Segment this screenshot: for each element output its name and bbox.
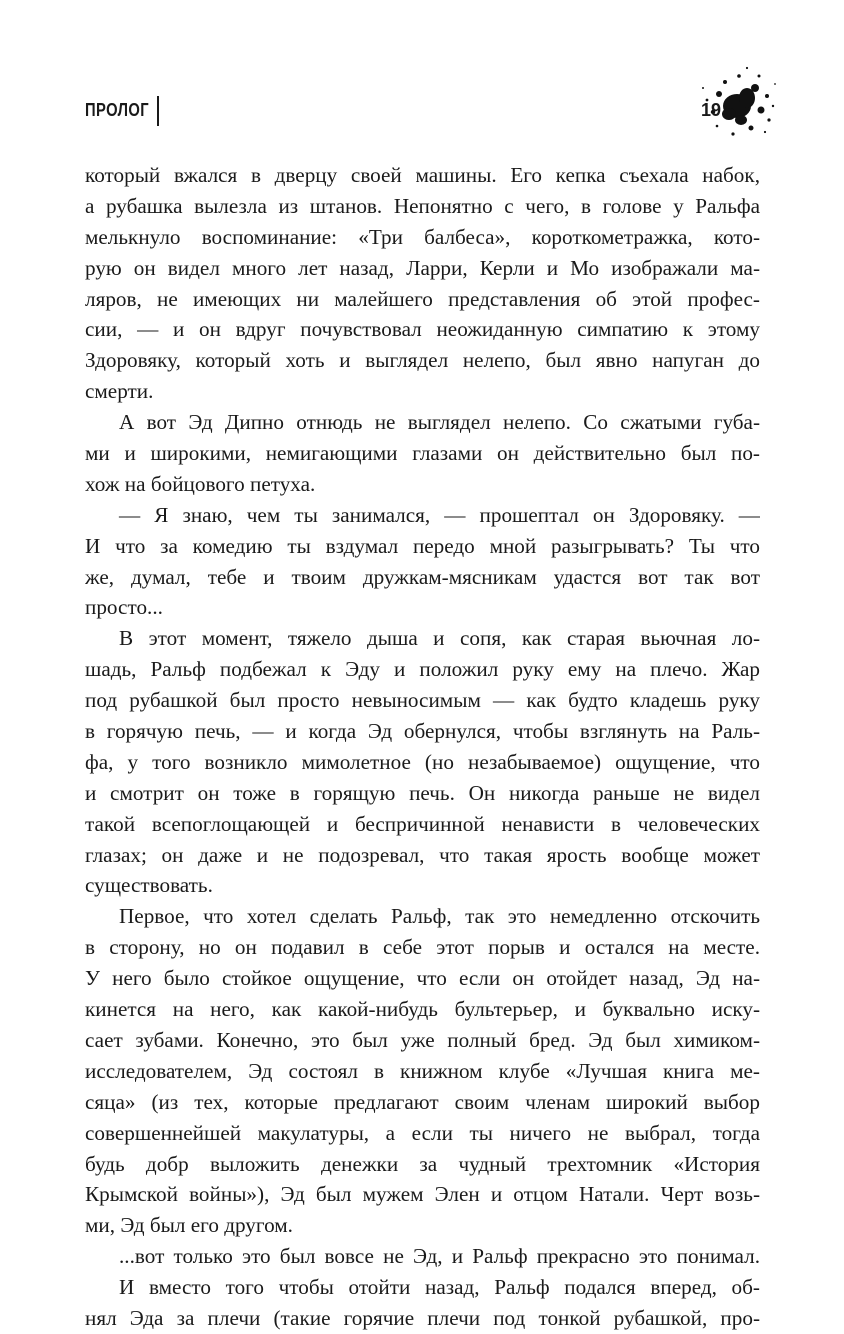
text-line: И что за комедию ты вздумал передо мной разыгрывать? Ты что	[85, 533, 760, 558]
text-line: Крымской войны»), Эд был мужем Элен и отцом Натали. Черт возь-	[85, 1182, 760, 1207]
text-line: который вжался в дверцу своей машины. Его кепка съехала набок,	[85, 163, 760, 187]
text-line: сии, — и он вдруг почувствовал неожиданную симпатию к этому	[85, 317, 760, 342]
text-line: шадь, Ральф подбежал к Эду и положил руку ему на плечо. Жар	[85, 657, 760, 682]
body-text	[85, 160, 760, 1334]
text-line: ми, Эд был его другом.	[85, 1213, 293, 1238]
text-line: У него было стойкое ощущение, что если он отойдет назад, Эд на-	[85, 966, 760, 991]
text-line: в сторону, но он подавил в себе этот порыв и остался на месте.	[85, 935, 760, 960]
text-line: ...вот только это был вовсе не Эд, и Ральф прекрасно это понимал.	[119, 1244, 760, 1269]
text-line: И вместо того чтобы отойти назад, Ральф подался вперед, об-	[119, 1275, 760, 1300]
text-line: — Я знаю, чем ты занимался, — прошептал он Здоровяку. —	[119, 502, 760, 527]
text-line: под рубашкой был просто невыносимым — как будто кладешь руку	[85, 688, 760, 713]
header-divider	[157, 96, 159, 126]
text-line: будь добр выложить денежки за чудный трехтомник «История	[85, 1151, 760, 1176]
text-line: смерти.	[85, 379, 154, 404]
text-line: нял Эда за плечи (такие горячие плечи под тонкой рубашкой, про-	[85, 1305, 760, 1330]
ink-splatter-icon	[689, 54, 779, 144]
text-line: А вот Эд Дипно отнюдь не выглядел нелепо. Со сжатыми губа-	[119, 410, 760, 435]
text-line: в горячую печь, — и когда Эд обернулся, чтобы взглянуть на Раль-	[85, 719, 760, 744]
text-line: фа, у того возникло мимолетное (но незабываемое) ощущение, что	[85, 749, 760, 774]
section-title: ПРОЛОГ	[85, 100, 150, 120]
text-line: сает зубами. Конечно, это был уже полный бред. Эд был химиком-	[85, 1027, 760, 1052]
text-line: мелькнуло воспоминание: «Три балбеса», короткометражка, кото-	[85, 224, 760, 249]
text-line: же, думал, тебе и твоим дружкам-мясникам удастся вот так вот	[85, 564, 760, 589]
text-line: ляров, не имеющих ни малейшего представления об этой профес-	[85, 286, 760, 311]
text-line: рую он видел много лет назад, Ларри, Керли и Мо изображали ма-	[85, 255, 760, 280]
text-line: такой всепоглощающей и беспричинной ненависти в человеческих	[85, 811, 760, 836]
text-line: кинется на него, как какой-нибудь бультерьер, и буквально иску-	[85, 997, 760, 1022]
text-line: и смотрит он тоже в горящую печь. Он никогда раньше не видел	[85, 780, 760, 805]
text-line: хож на бойцового петуха.	[85, 471, 316, 496]
running-header	[85, 96, 761, 136]
text-line: просто...	[85, 595, 163, 620]
text-line: глазах; он даже и не подозревал, что такая ярость вообще может	[85, 842, 760, 867]
text-line: Здоровяку, который хоть и выглядел нелепо, был явно напуган до	[85, 348, 760, 373]
text-line: совершеннейшей макулатуры, а если ты ничего не выбрал, тогда	[85, 1120, 760, 1145]
text-line: исследователем, Эд состоял в книжном клубе «Лучшая книга ме-	[85, 1058, 760, 1083]
text-line: сяца» (из тех, которые предлагают своим членам широкий выбор	[85, 1089, 760, 1114]
text-line: Первое, что хотел сделать Ральф, так это немедленно отскочить	[119, 904, 760, 929]
page-number: 19	[700, 100, 721, 120]
text-line: В этот момент, тяжело дыша и сопя, как старая вьючная ло-	[119, 626, 760, 651]
text-line: существовать.	[85, 873, 213, 898]
text-line: ми и широкими, немигающими глазами он действительно был по-	[85, 441, 760, 466]
text-line: а рубашка вылезла из штанов. Непонятно с чего, в голове у Ральфа	[85, 193, 760, 218]
